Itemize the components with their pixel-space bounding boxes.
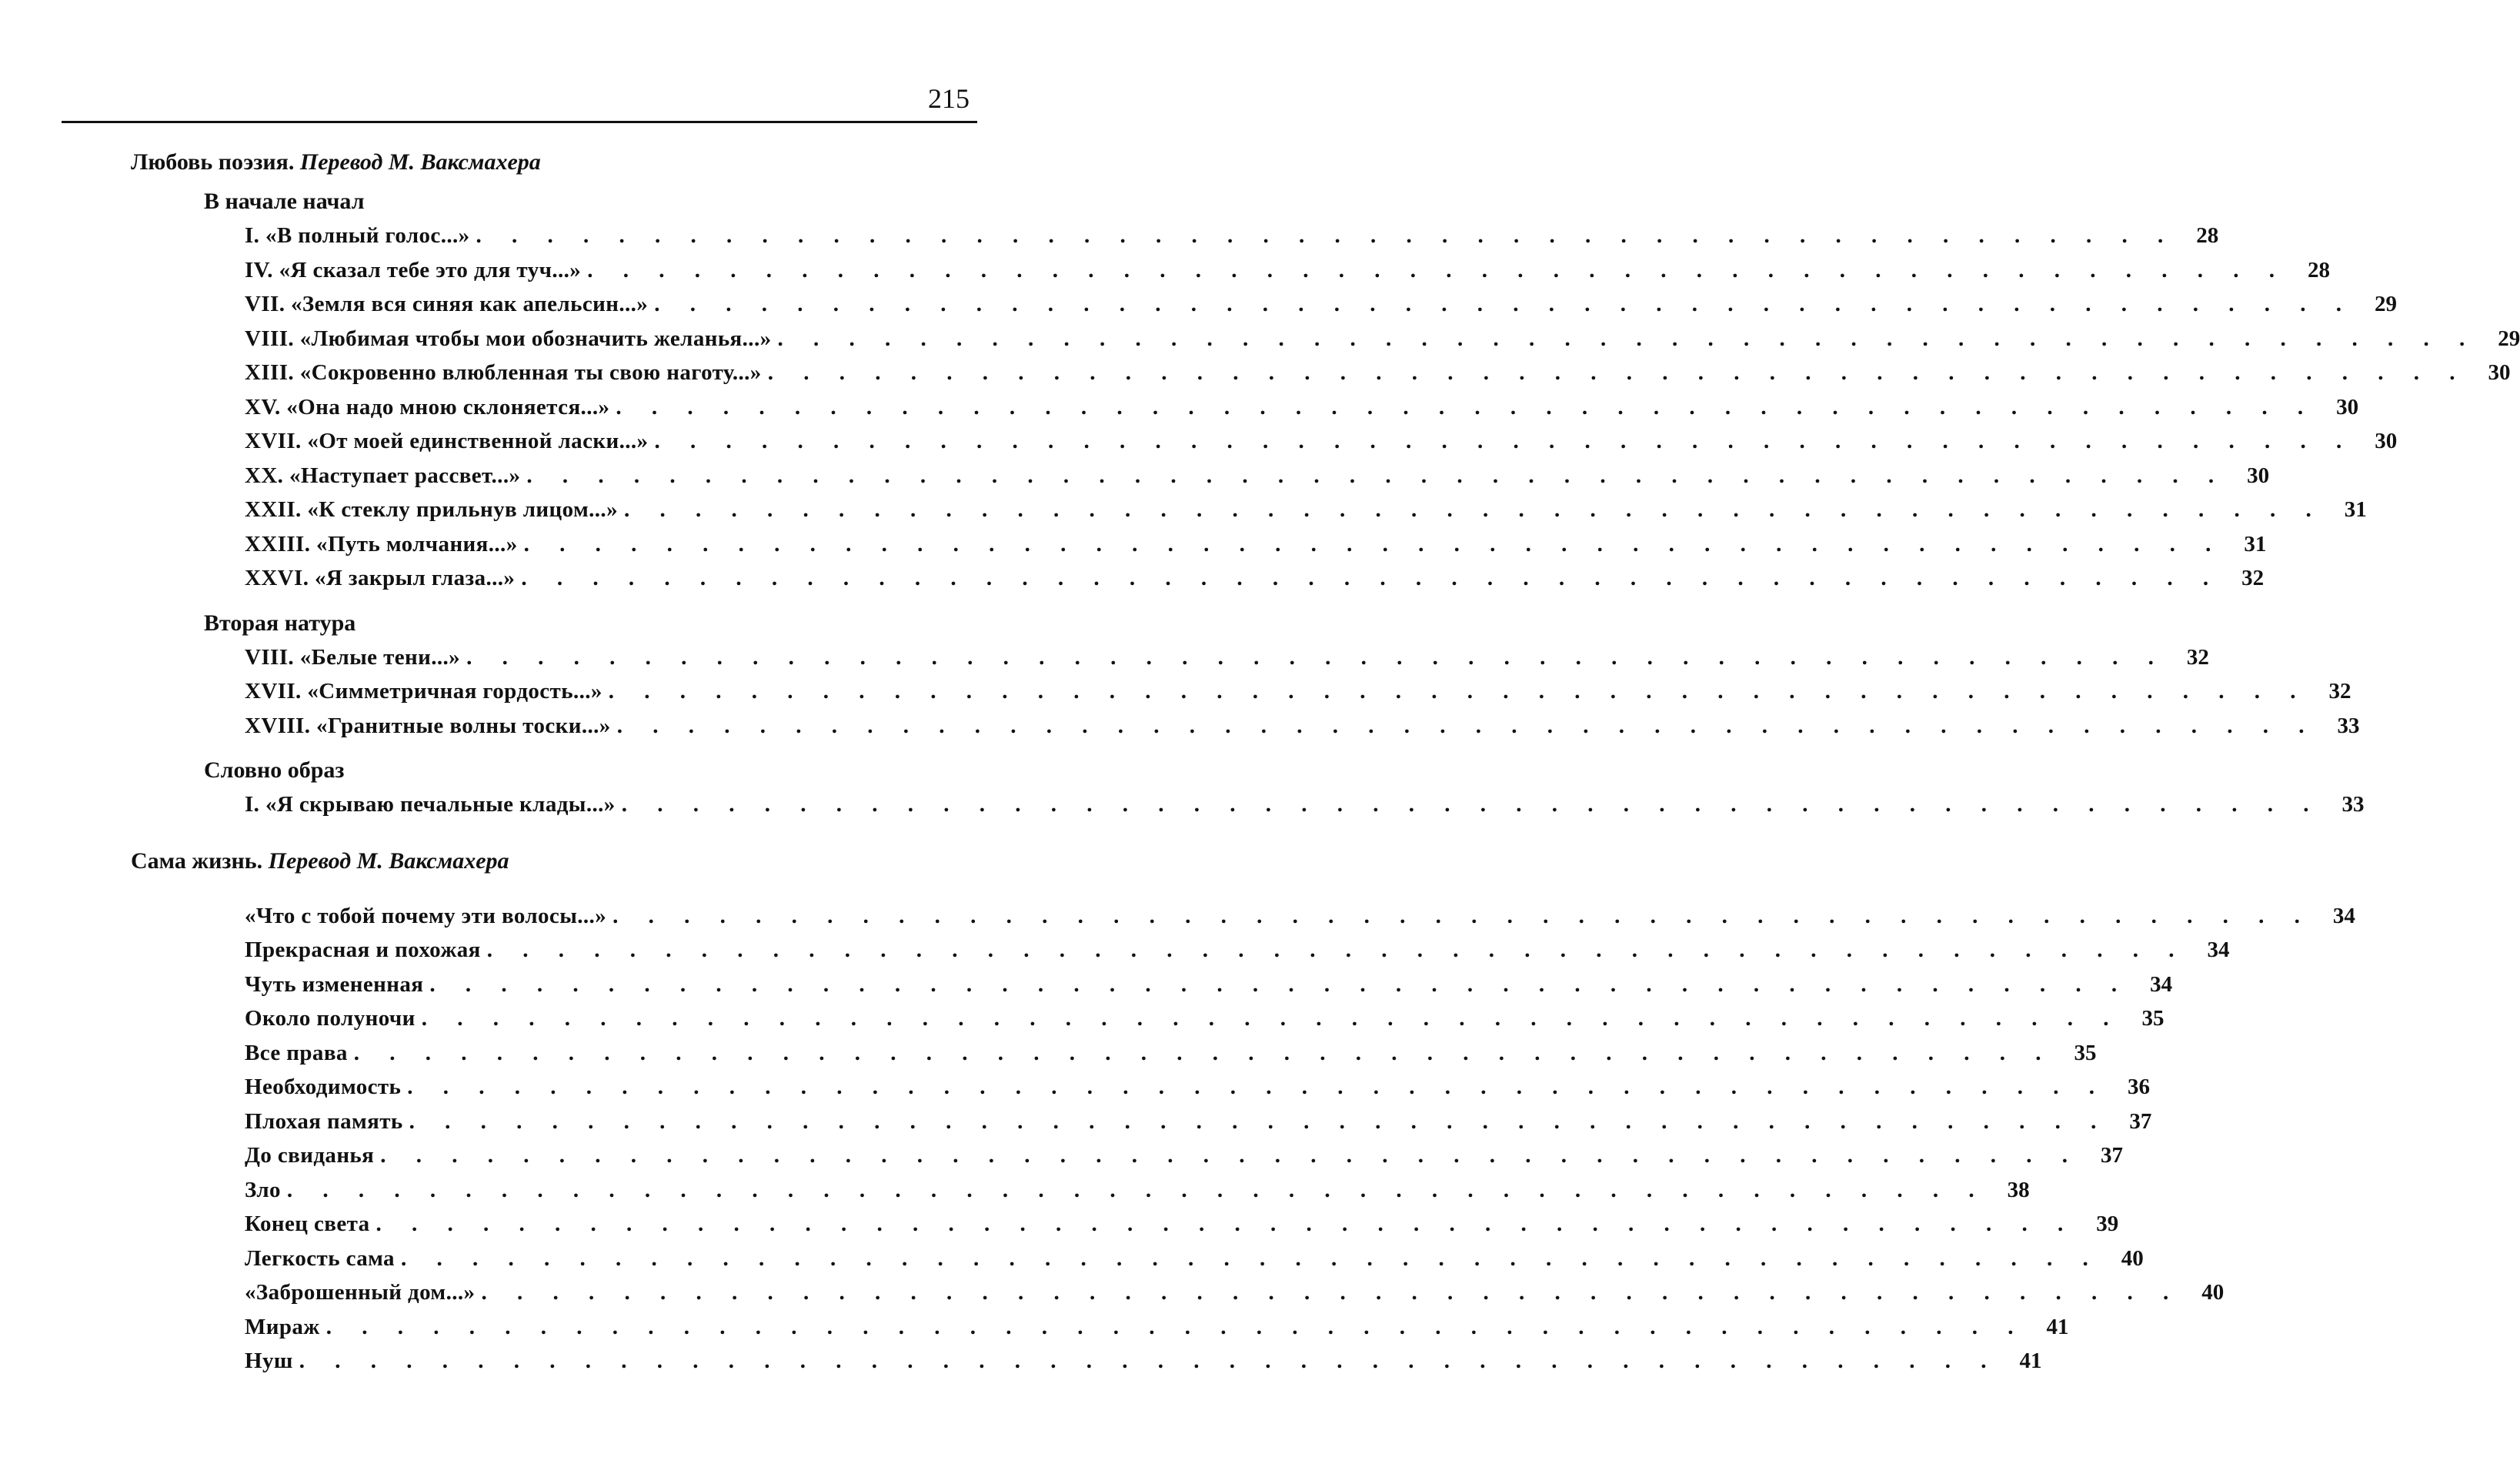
section-name: Сама жизнь. xyxy=(131,847,263,874)
dot-leader: . . . . . . . . . . . . . . . . . . . . . . . . . . . . . . . . . . . . . . . . . . . . . . . . xyxy=(623,497,2324,522)
section-title xyxy=(131,839,1031,884)
toc-entry-title: VIII. «Белые тени...» xyxy=(245,644,461,670)
toc-entry-title: XXVI. «Я закрыл глаза...» xyxy=(245,566,516,590)
toc-entry[interactable] xyxy=(245,356,2511,390)
subsection-title: Вторая натура xyxy=(204,610,356,636)
toc-entry[interactable] xyxy=(245,424,2398,459)
toc-page-number: 29 xyxy=(2374,292,2397,316)
toc-page-number: 38 xyxy=(2007,1177,2030,1202)
toc-entry-title: Плохая память xyxy=(245,1108,403,1134)
toc-entry[interactable] xyxy=(245,1344,2042,1379)
toc-entry[interactable] xyxy=(245,674,2351,709)
toc-entry-title: IV. «Я сказал тебе это для туч...» xyxy=(245,257,582,282)
dot-leader: . . . . . . . . . . . . . . . . . . . . . . . . . . . . . . . . . . . . . . . . . . . . . . . . xyxy=(353,1040,2054,1065)
toc-page-number: 30 xyxy=(2488,360,2511,385)
toc-entry-title: XXIII. «Путь молчания...» xyxy=(245,531,518,556)
toc-entry-title: I. «Я скрываю печальные клады...» xyxy=(245,792,616,817)
dot-leader: . . . . . . . . . . . . . . . . . . . . . . . . . . . . . . . . . . . . . . . . . . . . . . . . xyxy=(526,463,2227,488)
toc-page-number: 34 xyxy=(2207,938,2230,962)
toc-entry-title: XVII. «От моей единственной ласки...» xyxy=(245,429,649,453)
toc-entry[interactable] xyxy=(245,1001,2165,1036)
toc-page-number: 32 xyxy=(2241,566,2265,590)
toc-entry-title: Зло xyxy=(245,1177,281,1202)
toc-entry[interactable] xyxy=(245,527,2267,562)
toc-page-number: 36 xyxy=(2128,1075,2151,1099)
dot-leader: . . . . . . . . . . . . . . . . . . . . . . . . . . . . . . . . . . . . . . . . . . . . . . . . xyxy=(587,257,2287,282)
toc-entry-title: Все права xyxy=(245,1040,348,1065)
dot-leader: . . . . . . . . . . . . . . . . . . . . . . . . . . . . . . . . . . . . . . . . . . . . . . . . xyxy=(466,644,2166,670)
toc-page-number: 30 xyxy=(2336,394,2359,419)
toc-entry[interactable] xyxy=(245,219,2219,253)
toc-entry-title: До свиданья xyxy=(245,1143,375,1168)
dot-leader: . . . . . . . . . . . . . . . . . . . . . . . . . . . . . . . . . . . . . . . . . . . . . . . . xyxy=(777,326,2478,351)
section-title xyxy=(131,140,1031,185)
toc-entry[interactable] xyxy=(245,253,2330,288)
toc-entry[interactable] xyxy=(245,1207,2119,1242)
toc-entry[interactable] xyxy=(245,640,2209,675)
toc-page-number: 28 xyxy=(2307,257,2330,282)
toc-page-number: 40 xyxy=(2201,1280,2225,1305)
toc-page-number: 41 xyxy=(2019,1349,2042,1373)
toc-entry-title: XV. «Она надо мною склоняется...» xyxy=(245,394,610,419)
toc-entry[interactable] xyxy=(245,561,2265,596)
dot-leader: . . . . . . . . . . . . . . . . . . . . . . . . . . . . . . . . . . . . . . . . . . . . . . . . xyxy=(486,938,2187,962)
dot-leader: . . . . . . . . . . . . . . . . . . . . . . . . . . . . . . . . . . . . . . . . . . . . . . . . xyxy=(299,1349,1999,1373)
toc-entry[interactable] xyxy=(245,1036,2097,1071)
toc-entry[interactable] xyxy=(245,1070,2151,1105)
toc-page-number: 39 xyxy=(2096,1212,2119,1236)
toc-page-number: 32 xyxy=(2186,644,2209,670)
dot-leader: . . . . . . . . . . . . . . . . . . . . . . . . . . . . . . . . . . . . . . . . . . . . . . . . xyxy=(409,1108,2109,1134)
table-of-contents xyxy=(0,140,2520,1379)
dot-leader: . . . . . . . . . . . . . . . . . . . . . . . . . . . . . . . . . . . . . . . . . . . . . . . . xyxy=(654,292,2354,316)
toc-entry[interactable] xyxy=(245,968,2173,1002)
toc-entry-title: Конец света xyxy=(245,1212,370,1236)
toc-page-number: 41 xyxy=(2046,1314,2069,1339)
subsection-title: В начале начал xyxy=(204,189,365,214)
dot-leader: . . . . . . . . . . . . . . . . . . . . . . . . . . . . . . . . . . . . . . . . . . . . . . . . xyxy=(325,1314,2026,1339)
dot-leader: . . . . . . . . . . . . . . . . . . . . . . . . . . . . . . . . . . . . . . . . . . . . . . . . xyxy=(429,971,2130,997)
toc-entry[interactable] xyxy=(245,1138,2123,1173)
toc-entry-title: VII. «Земля вся синяя как апельсин...» xyxy=(245,292,649,316)
toc-entry-title: Мираж xyxy=(245,1314,320,1339)
toc-entry[interactable] xyxy=(245,1275,2225,1310)
toc-page-number: 29 xyxy=(2498,326,2520,351)
toc-page-number: 32 xyxy=(2328,679,2351,704)
dot-leader: . . . . . . . . . . . . . . . . . . . . . . . . . . . . . . . . . . . . . . . . . . . . . . . . xyxy=(421,1006,2121,1031)
dot-leader: . . . . . . . . . . . . . . . . . . . . . . . . . . . . . . . . . . . . . . . . . . . . . . . . xyxy=(521,566,2221,590)
toc-entry-title: Около полуночи xyxy=(245,1006,416,1031)
toc-page-number: 30 xyxy=(2247,463,2270,488)
toc-entry-title: XXII. «К стеклу прильнув лицом...» xyxy=(245,497,618,522)
toc-page-number: 33 xyxy=(2341,792,2365,817)
toc-entry-title: Прекрасная и похожая xyxy=(245,938,481,962)
toc-page-number: 34 xyxy=(2332,903,2355,928)
toc-page-number: 37 xyxy=(2129,1108,2152,1134)
toc-page-number: 31 xyxy=(2344,497,2367,522)
toc-entry-title: XIII. «Сокровенно влюбленная ты свою наготу...» xyxy=(245,360,762,385)
toc-page-number: 30 xyxy=(2375,429,2398,453)
toc-entry-title: VIII. «Любимая чтобы мои обозначить желанья...» xyxy=(245,326,772,351)
page-number: 215 xyxy=(928,83,970,114)
toc-page-number: 37 xyxy=(2101,1143,2123,1168)
section-translator: Перевод М. Ваксмахера xyxy=(299,149,541,175)
dot-leader: . . . . . . . . . . . . . . . . . . . . . . . . . . . . . . . . . . . . . . . . . . . . . . . . xyxy=(400,1245,2101,1271)
dot-leader: . . . . . . . . . . . . . . . . . . . . . . . . . . . . . . . . . . . . . . . . . . . . . . . . xyxy=(616,394,2316,419)
toc-entry[interactable] xyxy=(245,1242,2144,1276)
section-translator: Перевод М. Ваксмахера xyxy=(268,847,509,874)
header-rule xyxy=(62,121,977,123)
toc-entry-title: Необходимость xyxy=(245,1075,402,1099)
subsection-title: Словно образ xyxy=(204,757,345,783)
toc-page-number: 28 xyxy=(2196,223,2219,248)
toc-entry[interactable] xyxy=(245,459,2270,493)
dot-leader: . . . . . . . . . . . . . . . . . . . . . . . . . . . . . . . . . . . . . . . . . . . . . . . . xyxy=(767,360,2468,385)
toc-entry-title: I. «В полный голос...» xyxy=(245,223,470,248)
toc-entry-title: Чуть измененная xyxy=(245,971,424,997)
toc-entry-title: «Заброшенный дом...» xyxy=(245,1280,476,1305)
toc-page-number: 34 xyxy=(2150,971,2173,997)
toc-entry[interactable] xyxy=(245,709,2360,744)
dot-leader: . . . . . . . . . . . . . . . . . . . . . . . . . . . . . . . . . . . . . . . . . . . . . . . . xyxy=(523,531,2224,556)
toc-entry[interactable] xyxy=(245,493,2367,527)
toc-entry-title: XVIII. «Гранитные волны тоски...» xyxy=(245,713,611,738)
toc-entry-title: Легкость сама xyxy=(245,1245,395,1271)
toc-entry[interactable] xyxy=(245,1310,2069,1345)
dot-leader: . . . . . . . . . . . . . . . . . . . . . . . . . . . . . . . . . . . . . . . . . . . . . . . . xyxy=(612,903,2312,928)
section-name: Любовь поэзия. xyxy=(131,149,295,175)
toc-page-number: 35 xyxy=(2141,1006,2165,1031)
dot-leader: . . . . . . . . . . . . . . . . . . . . . . . . . . . . . . . . . . . . . . . . . . . . . . . . xyxy=(476,223,2176,248)
toc-entry[interactable] xyxy=(245,787,2365,822)
dot-leader: . . . . . . . . . . . . . . . . . . . . . . . . . . . . . . . . . . . . . . . . . . . . . . . . xyxy=(407,1075,2108,1099)
toc-entry[interactable] xyxy=(245,287,2397,322)
dot-leader: . . . . . . . . . . . . . . . . . . . . . . . . . . . . . . . . . . . . . . . . . . . . . . . . xyxy=(481,1280,2181,1305)
toc-entry[interactable] xyxy=(245,933,2230,968)
dot-leader: . . . . . . . . . . . . . . . . . . . . . . . . . . . . . . . . . . . . . . . . . . . . . . . . xyxy=(286,1177,1987,1202)
toc-entry-title: XVII. «Симметричная гордость...» xyxy=(245,679,602,704)
dot-leader: . . . . . . . . . . . . . . . . . . . . . . . . . . . . . . . . . . . . . . . . . . . . . . . . xyxy=(654,429,2355,453)
dot-leader: . . . . . . . . . . . . . . . . . . . . . . . . . . . . . . . . . . . . . . . . . . . . . . . . xyxy=(380,1143,2080,1168)
toc-entry[interactable] xyxy=(245,1173,2030,1208)
dot-leader: . . . . . . . . . . . . . . . . . . . . . . . . . . . . . . . . . . . . . . . . . . . . . . . . xyxy=(375,1212,2076,1236)
dot-leader: . . . . . . . . . . . . . . . . . . . . . . . . . . . . . . . . . . . . . . . . . . . . . . . . xyxy=(621,792,2321,817)
toc-page-number: 35 xyxy=(2074,1040,2097,1065)
toc-page-number: 33 xyxy=(2337,713,2360,738)
toc-page-number: 40 xyxy=(2121,1245,2144,1271)
toc-page-number: 31 xyxy=(2244,531,2267,556)
dot-leader: . . . . . . . . . . . . . . . . . . . . . . . . . . . . . . . . . . . . . . . . . . . . . . . . xyxy=(608,679,2308,704)
dot-leader: . . . . . . . . . . . . . . . . . . . . . . . . . . . . . . . . . . . . . . . . . . . . . . . . xyxy=(616,713,2317,738)
toc-entry-title: «Что с тобой почему эти волосы...» xyxy=(245,903,607,928)
toc-entry[interactable] xyxy=(245,1105,2152,1139)
toc-entry[interactable] xyxy=(245,322,2520,356)
toc-entry[interactable] xyxy=(245,899,2355,934)
toc-entry[interactable] xyxy=(245,390,2359,425)
toc-entry-title: XX. «Наступает рассвет...» xyxy=(245,463,521,488)
toc-entry-title: Нуш xyxy=(245,1349,293,1373)
